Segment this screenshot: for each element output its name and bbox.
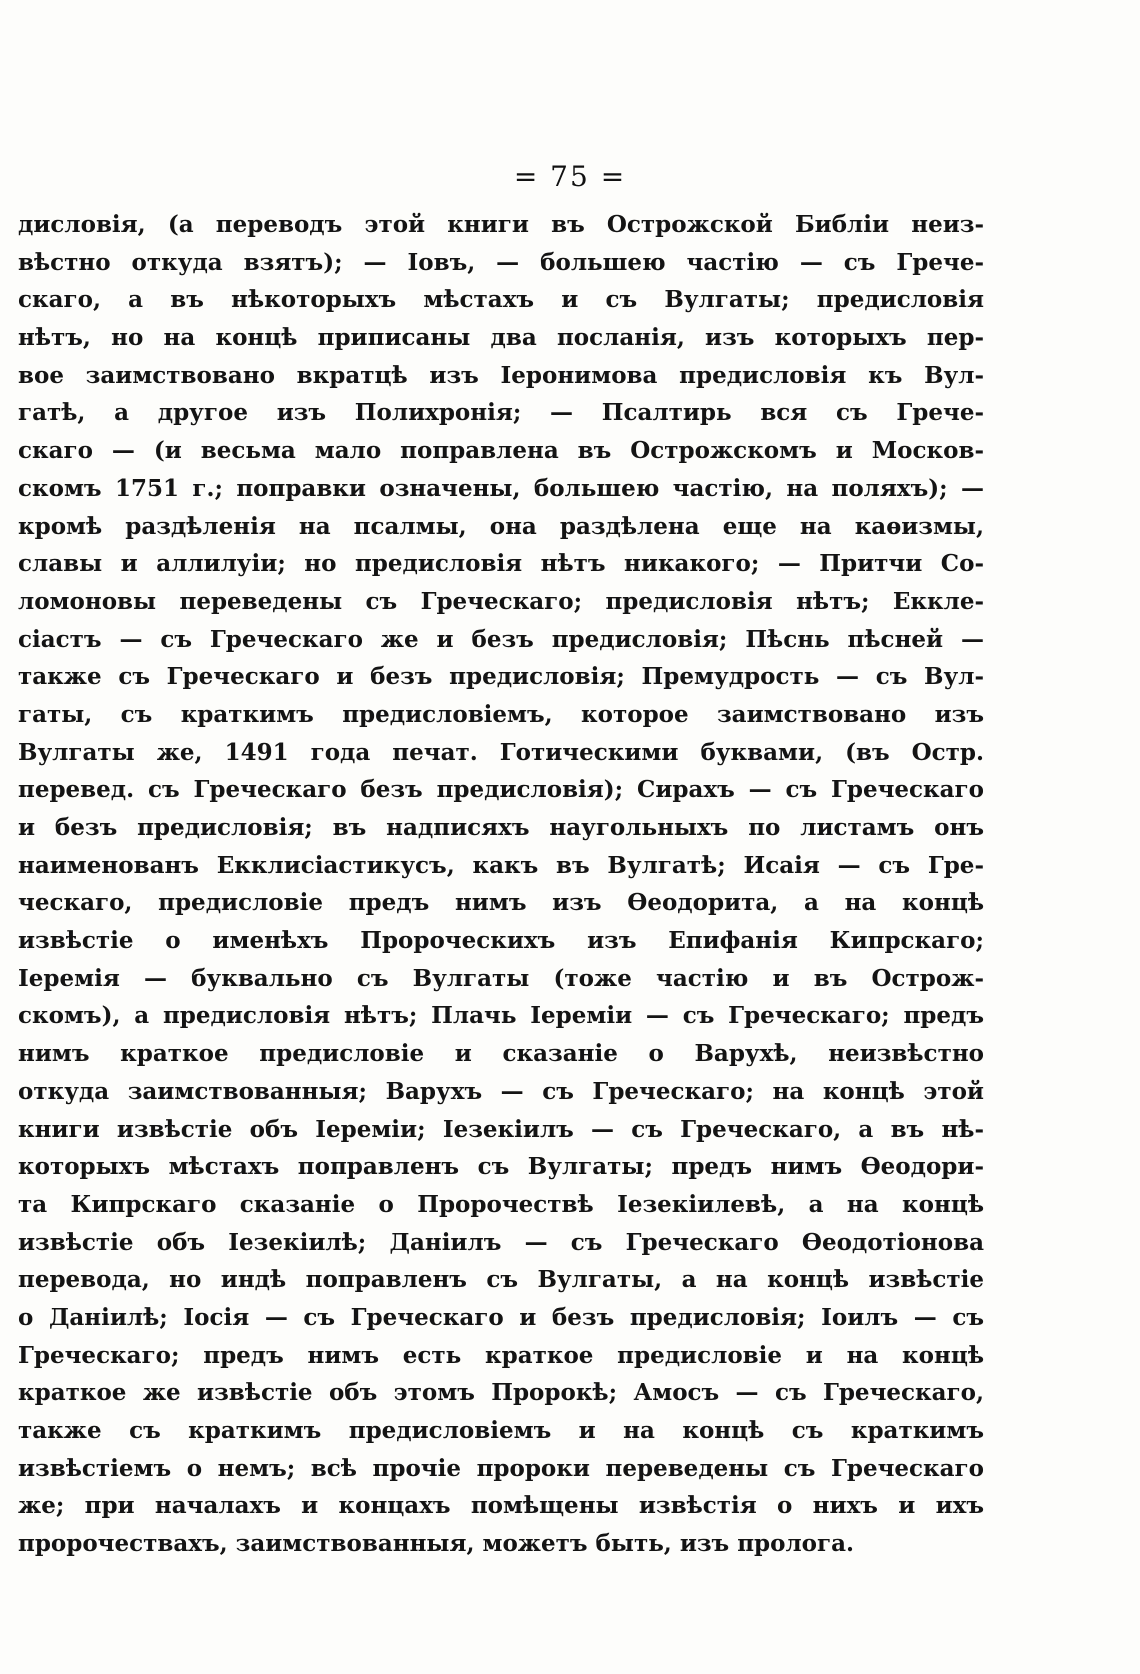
text-line: извѣстіе объ Іезекіилѣ; Даніилъ — съ Греческаго Ѳеодотіонова [18,1228,984,1256]
text-line: та Кипрскаго сказаніе о Пророчествѣ Іезекіилевѣ, а на концѣ [18,1190,984,1218]
text-line: книги извѣстіе объ Іереміи; Іезекіилъ — съ Греческаго, а въ нѣ- [18,1115,984,1143]
text-line: гаты, съ краткимъ предисловіемъ, которое заимствовано изъ [18,700,984,728]
text-line: гатѣ, а другое изъ Полихронія; — Псалтирь вся съ Грече- [18,399,984,427]
text-line: Іеремія — буквально съ Вулгаты (тоже частію и въ Острож- [18,964,984,992]
text-line: о Даніилѣ; Іосія — съ Греческаго и безъ предисловія; Іоилъ — съ [18,1303,984,1331]
text-line: кромѣ раздѣленія на псалмы, она раздѣлена еще на каѳизмы, [18,512,984,540]
text-line: славы и аллилуіи; но предисловія нѣтъ никакого; — Притчи Со- [18,550,984,578]
text-line: Греческаго; предъ нимъ есть краткое предисловіе и на концѣ [18,1341,984,1369]
text-line: скомъ), а предисловія нѣтъ; Плачь Іереміи — съ Греческаго; предъ [18,1002,984,1030]
text-line: наименованъ Екклисіастикусъ, какъ въ Вулгатѣ; Исаія — съ Гре- [18,851,984,879]
text-line: и безъ предисловія; въ надписяхъ наугольныхъ по листамъ онъ [18,814,984,841]
text-line: перевед. съ Греческаго безъ предисловія); Сирахъ — съ Греческаго [18,776,984,804]
text-line: которыхъ мѣстахъ поправленъ съ Вулгаты; предъ нимъ Ѳеодори- [18,1153,984,1181]
text-line: нѣтъ, но на концѣ приписаны два посланія, изъ которыхъ пер- [18,324,984,352]
text-line: вѣстно откуда взятъ); — Іовъ, — большею частію — съ Грече- [18,248,984,276]
text-line: нимъ краткое предисловіе и сказаніе о Варухѣ, неизвѣстно [18,1040,984,1068]
text-line: Вулгаты же, 1491 года печат. Готическими буквами, (въ Остр. [18,738,984,766]
text-line: пророчествахъ, заимствованныя, можетъ быть, изъ пролога. [18,1530,855,1558]
text-line: скомъ 1751 г.; поправки означены, большею частію, на поляхъ); — [18,474,984,502]
text-line: скаго, а въ нѣкоторыхъ мѣстахъ и съ Вулгаты; предисловія [18,286,984,314]
text-body [18,206,984,1563]
text-line: вое заимствовано вкратцѣ изъ Іеронимова предисловія къ Вул- [18,361,984,389]
text-line: откуда заимствованныя; Варухъ — съ Греческаго; на концѣ этой [18,1077,984,1105]
text-line: дисловія, (а переводъ этой книги въ Острожской Библіи неиз- [18,211,984,238]
text-line: сіастъ — съ Греческаго же и безъ предисловія; Пѣснь пѣсней — [18,625,984,653]
text-line: перевода, но индѣ поправленъ съ Вулгаты, а на концѣ извѣстіе [18,1266,984,1294]
text-line: извѣстіе о именѣхъ Пророческихъ изъ Епифанія Кипрскаго; [18,927,984,955]
text-line: краткое же извѣстіе объ этомъ Пророкѣ; Амосъ — съ Греческаго, [18,1379,984,1407]
text-line: скаго — (и весьма мало поправлена въ Острожскомъ и Москов- [18,437,984,465]
text-line: извѣстіемъ о немъ; всѣ прочіе пророки переведены съ Греческаго [18,1454,984,1482]
text-line: же; при началахъ и концахъ помѣщены извѣстія о нихъ и ихъ [18,1492,984,1520]
text-line: также съ Греческаго и безъ предисловія; Премудрость — съ Вул- [18,663,984,691]
text-line: также съ краткимъ предисловіемъ и на концѣ съ краткимъ [18,1417,984,1444]
text-line: ломоновы переведены съ Греческаго; предисловія нѣтъ; Екклe- [18,587,984,615]
text-line: ческаго, предисловіе предъ нимъ изъ Ѳеодорита, а на концѣ [18,889,984,917]
page-number: = 75 = [513,160,627,193]
